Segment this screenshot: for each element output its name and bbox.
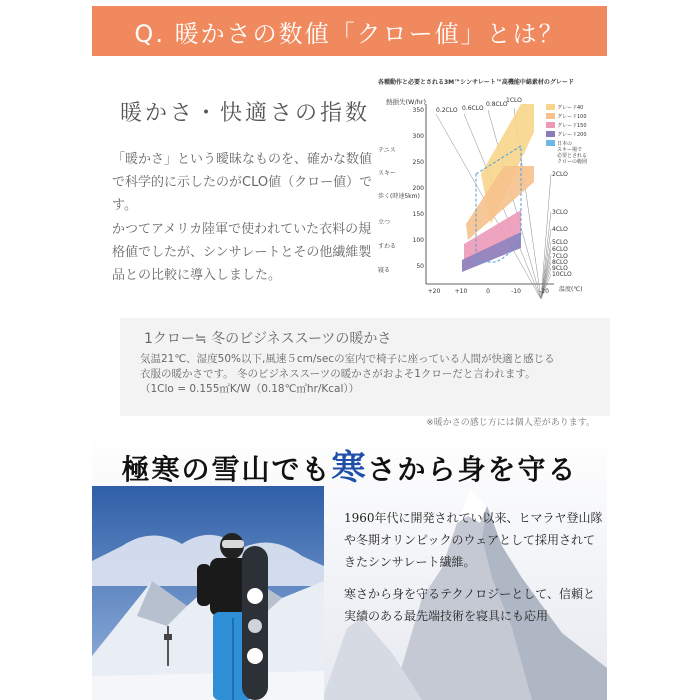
y-tick-label: 200 (412, 185, 424, 192)
y-tick-label: 50 (416, 263, 424, 270)
y-tick-label: 100 (412, 237, 424, 244)
activity-label: 歩く(時速5km) (378, 193, 420, 200)
grade-bands (462, 104, 534, 272)
x-tick-label: -10 (511, 288, 521, 295)
x-tick-labels (428, 288, 549, 295)
headline-highlight: 寒 (331, 448, 368, 488)
x-tick-label: 0 (486, 288, 490, 295)
y-tick-label: 300 (412, 133, 424, 140)
clo-right-label: 10CLO (552, 271, 572, 278)
legend-label: グレード100 (557, 114, 587, 120)
chart-title: 各種動作と必要とされる3M™シンサレート™高機能中綿素材のグレード (378, 79, 574, 86)
legend-label: グレード150 (557, 123, 587, 129)
clo-definition-box (120, 318, 610, 416)
y-tick-label: 250 (412, 159, 424, 166)
legend-swatch (546, 113, 555, 119)
activity-label: すわる (378, 243, 397, 250)
y-tick-label: 350 (412, 107, 424, 114)
x-tick-label: +20 (427, 288, 441, 295)
clo-right-label: 2CLO (552, 171, 568, 178)
header-title: Q. 暖かさの数値「クロー値」とは？ (134, 19, 565, 48)
history-paragraph: かつてアメリカ陸軍で使われていた衣料の規格値でしたが、シンサレートとその他繊維製品との比較に導入しました。 (112, 222, 372, 283)
clo-right-label: 8CLO (552, 259, 568, 266)
y-tick-labels (413, 107, 425, 270)
headline-post: さから身を守る (367, 453, 578, 486)
legend-swatch (546, 131, 555, 137)
headline-pre: 極寒の雪山でも (121, 453, 332, 486)
clo-body-line-1: 気温21℃、湿度50%以下,風速５cm/secの室内で椅子に座っている人間が快適と感じる (140, 353, 555, 365)
mountain-section (92, 428, 607, 700)
activity-label: テニス (378, 147, 396, 154)
clo-top-label: 0.2CLO (436, 107, 458, 114)
disclaimer-note: ※暖かさの感じ方には個人差があります。 (426, 418, 595, 428)
clo-body-line-2: 衣服の暖かさです。 冬のビジネススーツの暖かさがおよそ1クローだと言われます。 (140, 368, 536, 380)
clo-right-label: 7CLO (552, 253, 568, 260)
clo-top-label: 0.6CLO (462, 105, 484, 112)
page-header (92, 6, 607, 56)
intro-paragraph: 「暖かさ」という曖昧なものを、確かな数値で科学的に示したのがCLO値（クロー値）です。 (112, 152, 373, 213)
activity-label: スキー (378, 170, 397, 177)
description (344, 507, 606, 637)
activity-label: 立つ (378, 219, 391, 226)
clo-top-label: 1CLO (506, 97, 522, 104)
activity-label: 寝る (378, 267, 391, 274)
clo-right-label: 3CLO (552, 209, 568, 216)
x-tick-label: +10 (454, 288, 468, 295)
x-axis-label: 温度(℃) (559, 286, 583, 293)
clo-body-line-3: （1Clo = 0.155㎡K/W（0.18℃㎡hr/Kcal）） (140, 383, 360, 395)
x-tick-label: -20 (539, 288, 549, 295)
y-tick-label: 150 (412, 211, 424, 218)
clo-box-body (140, 352, 600, 397)
legend-label: グレード40 (557, 105, 584, 111)
section-title: 暖かさ・快適さの指数 (120, 101, 371, 126)
clo-right-label: 5CLO (552, 239, 568, 246)
clo-right-label: 6CLO (552, 246, 568, 253)
clo-right-label: 9CLO (552, 265, 568, 272)
y-axis-label: 熱損失(W/hr) (386, 98, 426, 106)
legend-label: グレード200 (557, 132, 587, 138)
snowboarder-photo (92, 486, 324, 700)
legend-swatch (546, 104, 555, 110)
clo-right-labels (552, 171, 572, 278)
legend-swatch (546, 122, 555, 128)
clo-box-title: 1クロー≒ 冬のビジネススーツの暖かさ (144, 331, 392, 347)
clo-right-label: 4CLO (552, 226, 568, 233)
description-paragraph-1: 1960年代に開発されてい以来、ヒマラヤ登山隊や冬期オリンピックのウェアとして採用されてきたシンサレート繊維。 (344, 511, 603, 569)
legend-label: 日本のスキー場で必要とされるクローの範囲 (557, 141, 588, 165)
headline (92, 440, 607, 489)
clo-chart (376, 74, 606, 304)
chart-legend (546, 104, 587, 165)
snowboard (242, 546, 268, 700)
clo-top-label: 0.8CLO (486, 101, 508, 108)
legend-swatch (546, 140, 555, 146)
snowboarder-illustration (92, 486, 324, 700)
description-paragraph-2: 寒さから身を守るテクノロジーとして、信頼と実績のある最先端技術を寝具にも応用 (344, 587, 596, 623)
clo-top-labels (436, 97, 522, 114)
